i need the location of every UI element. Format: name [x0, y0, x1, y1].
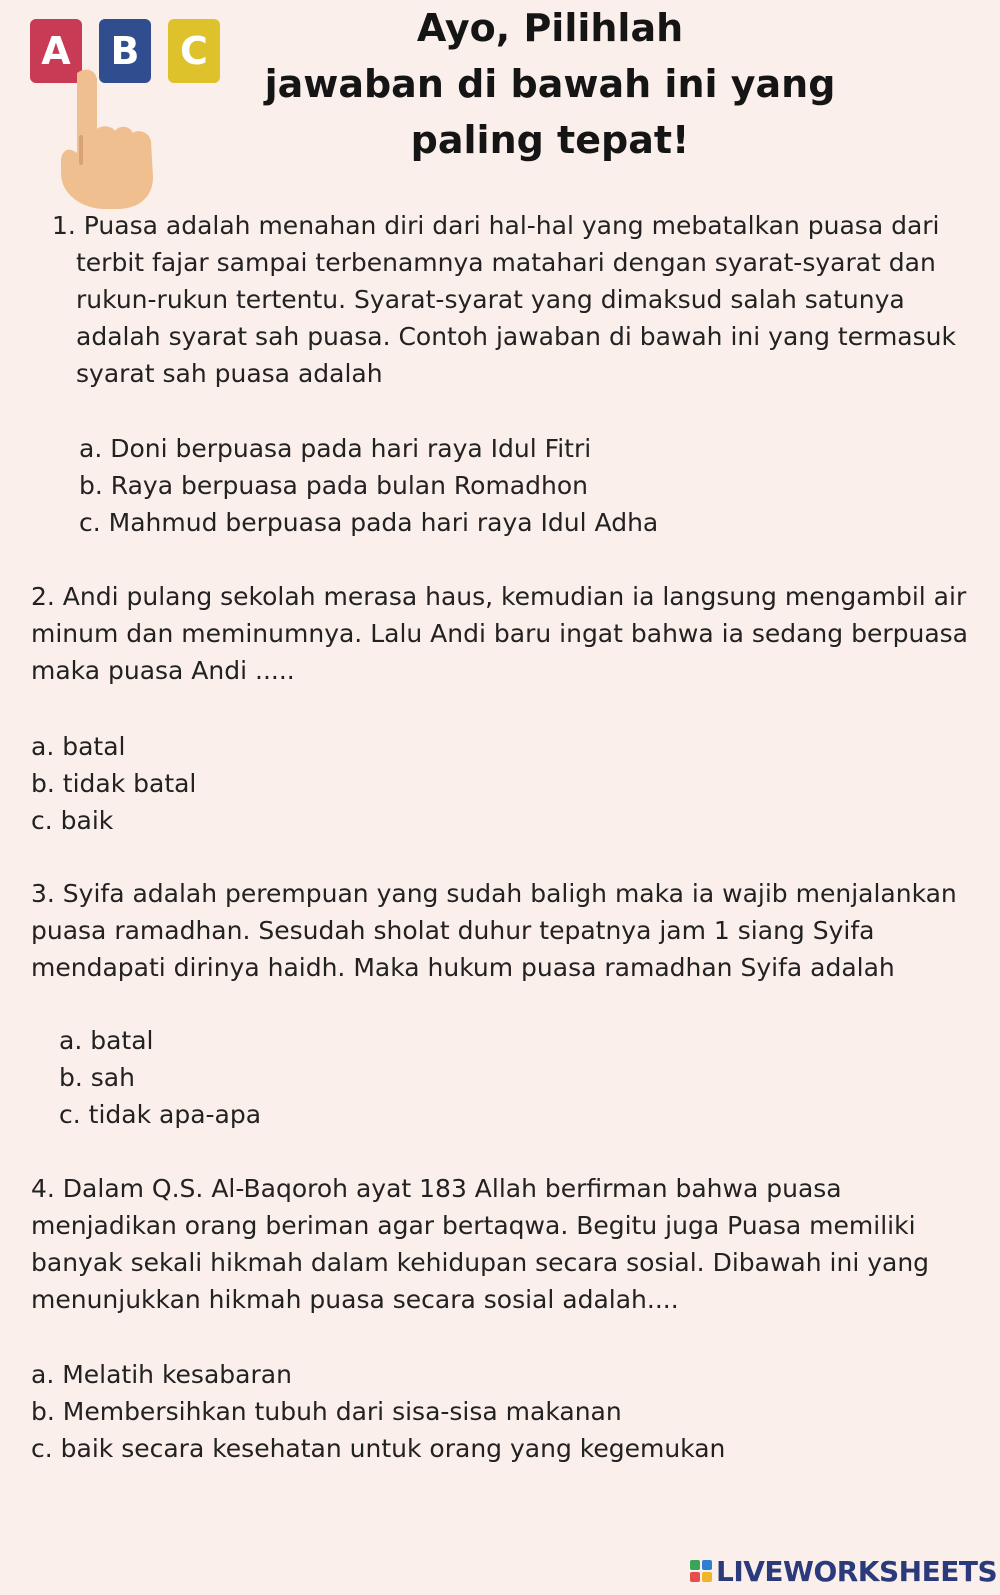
question-line: adalah syarat sah puasa. Contoh jawaban di bawah ini yang termasuk	[76, 322, 956, 351]
title-line: paling tepat!	[410, 118, 690, 162]
answer-option[interactable]: a. Melatih kesabaran	[31, 1360, 292, 1389]
question-line: banyak sekali hikmah dalam kehidupan secara sosial. Dibawah ini yang	[31, 1248, 930, 1277]
question-line: menjadikan orang beriman agar bertaqwa. Begitu juga Puasa memiliki	[31, 1211, 916, 1240]
question-line: terbit fajar sampai terbenamnya matahari dengan syarat-syarat dan	[76, 248, 936, 277]
abc-pointer-illustration	[30, 19, 230, 209]
question-line: rukun-rukun tertentu. Syarat-syarat yang dimaksud salah satunya	[76, 285, 905, 314]
question-3	[31, 875, 957, 986]
question-line: maka puasa Andi .....	[31, 656, 295, 685]
question-1-options	[79, 430, 658, 541]
answer-option[interactable]: a. Doni berpuasa pada hari raya Idul Fitri	[79, 434, 592, 463]
question-line: 4. Dalam Q.S. Al-Baqoroh ayat 183 Allah berfirman bahwa puasa	[31, 1174, 842, 1203]
question-1-continuation	[76, 244, 956, 392]
question-line: 2. Andi pulang sekolah merasa haus, kemudian ia langsung mengambil air	[31, 582, 967, 611]
title-line: jawaban di bawah ini yang	[264, 62, 836, 106]
question-line: puasa ramadhan. Sesudah sholat duhur tepatnya jam 1 siang Syifa	[31, 916, 875, 945]
answer-option[interactable]: a. batal	[31, 732, 126, 761]
logo-text: LIVEWORKSHEETS	[716, 1554, 998, 1588]
question-line: menunjukkan hikmah puasa secara sosial adalah....	[31, 1285, 679, 1314]
letter-a-tile: A	[30, 19, 82, 83]
question-line: 3. Syifa adalah perempuan yang sudah baligh maka ia wajib menjalankan	[31, 879, 957, 908]
question-line: minum dan meminumnya. Lalu Andi baru ingat bahwa ia sedang berpuasa	[31, 619, 968, 648]
answer-option[interactable]: a. batal	[59, 1026, 154, 1055]
question-2	[31, 578, 968, 689]
answer-option[interactable]: b. Membersihkan tubuh dari sisa-sisa makanan	[31, 1397, 622, 1426]
worksheet-title	[250, 0, 850, 168]
pointing-hand-icon	[55, 67, 165, 209]
question-line: 1. Puasa adalah menahan diri dari hal-hal yang mebatalkan puasa dari	[52, 211, 940, 240]
question-3-options	[59, 1022, 261, 1133]
answer-option[interactable]: b. tidak batal	[31, 769, 197, 798]
question-4-options	[31, 1356, 725, 1467]
letter-b-tile: B	[99, 19, 151, 83]
question-2-options	[31, 728, 196, 839]
question-line: mendapati dirinya haidh. Maka hukum puasa ramadhan Syifa adalah	[31, 953, 895, 982]
answer-option[interactable]: c. baik secara kesehatan untuk orang yang kegemukan	[31, 1434, 726, 1463]
letter-c-tile: C	[168, 19, 220, 83]
liveworksheets-mark-icon	[690, 1560, 712, 1582]
answer-option[interactable]: b. Raya berpuasa pada bulan Romadhon	[79, 471, 588, 500]
question-4	[31, 1170, 929, 1318]
liveworksheets-logo[interactable]	[690, 1553, 997, 1589]
answer-option[interactable]: b. sah	[59, 1063, 135, 1092]
answer-option[interactable]: c. Mahmud berpuasa pada hari raya Idul Adha	[79, 508, 659, 537]
answer-option[interactable]: c. tidak apa-apa	[59, 1100, 262, 1129]
question-1	[52, 207, 940, 244]
answer-option[interactable]: c. baik	[31, 806, 114, 835]
question-line: syarat sah puasa adalah	[76, 359, 383, 388]
title-line: Ayo, Pilihlah	[416, 6, 684, 50]
